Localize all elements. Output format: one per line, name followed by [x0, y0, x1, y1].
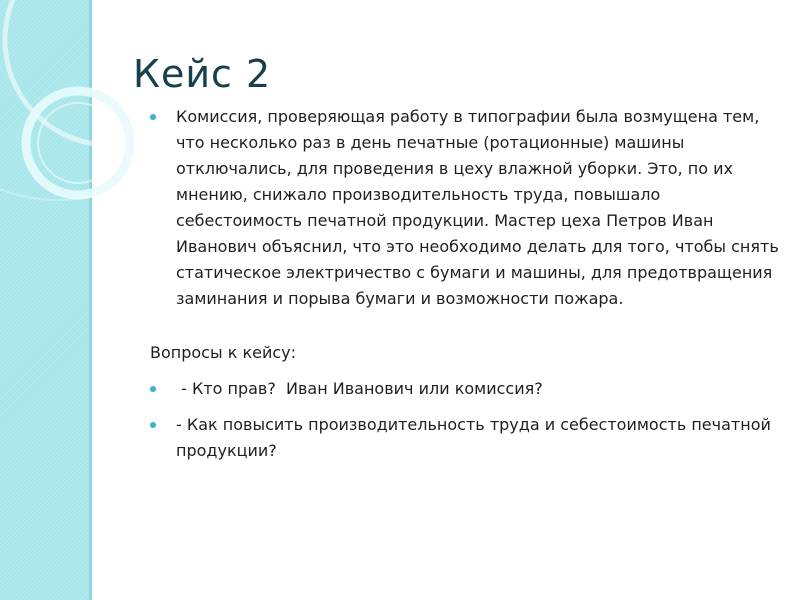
case-description-text: Комиссия, проверяющая работу в типографии была возмущена тем, что несколько раз в день печатные (ротационные) машины отключались, для проведения в цеху влажной уборки. Это, по их мнению, снижало производительность труда, повышало себестоимость печатной продукции. Мастер цеха Петров Иван Иванович объяснил, что это необходимо делать для того, чтобы снять статическое электричество с бумаги и машины, для предотвращения заминания и порыва бумаги и возможности пожара. — [176, 107, 779, 308]
bullet-icon — [150, 386, 156, 392]
question-text: - Кто прав? Иван Иванович или комиссия? — [176, 379, 543, 398]
questions-heading: Вопросы к кейсу: — [150, 343, 296, 362]
case-description-item — [150, 104, 790, 312]
question-item — [150, 412, 790, 464]
slide-title: Кейс 2 — [133, 52, 272, 96]
bullet-icon — [150, 114, 156, 120]
question-item — [150, 376, 790, 402]
bullet-icon — [150, 422, 156, 428]
slide-content — [150, 104, 790, 464]
question-text: - Как повысить производительность труда и себестоимость печатной продукции? — [176, 415, 771, 460]
